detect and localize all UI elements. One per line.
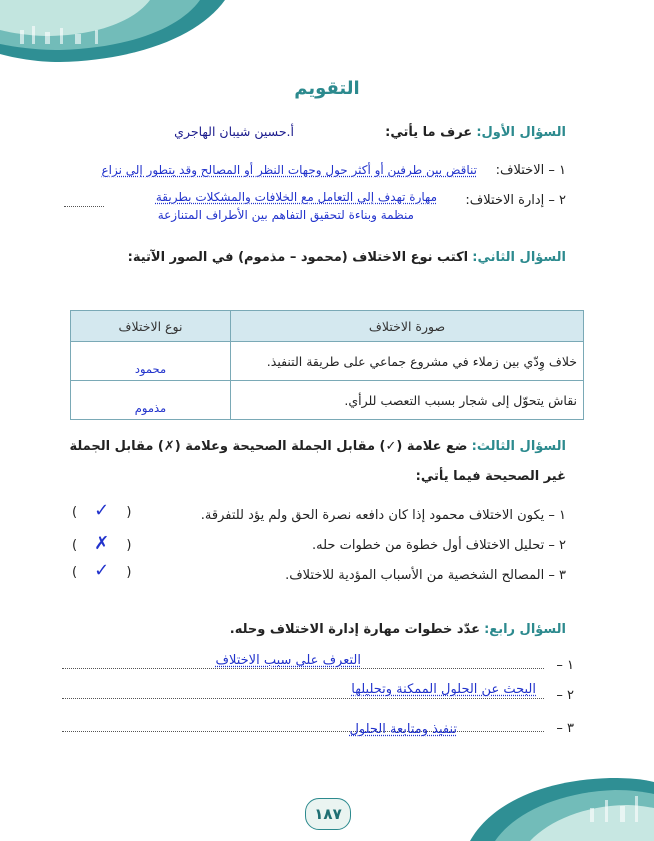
q2-label: السؤال الثاني: [472, 250, 566, 265]
q4-text: عدّد خطوات مهارة إدارة الاختلاف وحله. [229, 622, 480, 637]
row2-image: نقاش يتحوّل إلى شجار بسبب التعصب للرأي. [231, 381, 584, 420]
page-number: ١٨٧ [305, 798, 351, 830]
q3-text-line2: غير الصحيحة فيما يأتي: [415, 469, 566, 484]
row1-image: خلاف وِدّي بين زملاء في مشروع جماعي على طريقة التنفيذ. [231, 342, 584, 381]
table-header-row [71, 311, 584, 342]
row1-type: محمود [71, 342, 231, 381]
q4-item3-answer: تنفيذ ومتابعة الحلول [349, 722, 457, 737]
q1-item1-label: ١ – الاختلاف: [495, 163, 566, 178]
page-title: التقويم [294, 78, 360, 99]
q4-item1-line [62, 668, 544, 669]
q4-item3-line [62, 731, 544, 732]
q3-item1-answer: ( ✓ ) [72, 500, 132, 521]
top-left-ornament [0, 0, 225, 70]
q1-item2-answer-line1: مهارة تهدف إلى التعامل مع الخلافات والمشكلات بطريقة [155, 190, 437, 204]
q2-text: اكتب نوع الاختلاف (محمود – مذموم) في الصور الآتية: [127, 250, 469, 265]
q3-item1-text: ١ – يكون الاختلاف محمود إذا كان دافعه نصرة الحق ولم يؤد للتفرقة. [200, 508, 566, 523]
check-mark-icon: ✓ [94, 500, 110, 521]
q4-item1-num: ١ – [556, 658, 574, 673]
student-name: أ.حسين شيبان الهاجري [174, 124, 294, 139]
q4-heading [230, 622, 566, 637]
col-header-type: نوع الاختلاف [71, 311, 231, 342]
q1-item1-answer: تناقض بين طرفين أو أكثر حول وجهات النظر أو المصالح وقد يتطور إلى نزاع [101, 163, 477, 177]
q2-heading [128, 250, 566, 265]
q3-item3-text: ٣ – المصالح الشخصية من الأسباب المؤدية للاختلاف. [285, 568, 566, 583]
q1-label: السؤال الأول: [476, 125, 566, 140]
q4-item2-answer: البحث عن الحلول الممكنة وتحليلها [351, 682, 536, 697]
table-row [71, 381, 584, 420]
cross-mark-icon: ✗ [94, 533, 110, 554]
q3-item3-answer: ( ✓ ) [72, 560, 132, 581]
q1-text: عرف ما يأتي: [385, 125, 473, 140]
q4-item2-line [62, 698, 544, 699]
q1-item2-dotted-line [64, 206, 104, 207]
check-mark-icon: ✓ [94, 560, 110, 581]
table-row [71, 342, 584, 381]
q3-item2-text: ٢ – تحليل الاختلاف أول خطوة من خطوات حله. [312, 538, 566, 553]
bottom-right-ornament [470, 770, 654, 841]
q4-item3-num: ٣ – [556, 721, 574, 736]
q4-item2-num: ٢ – [556, 688, 574, 703]
q3-heading [69, 439, 566, 454]
q3-text-line1: ضع علامة (✓) مقابل الجملة الصحيحة وعلامة (✗) مقابل الجملة [69, 439, 468, 454]
q4-label: السؤال رابع: [484, 622, 566, 637]
q1-heading [385, 125, 566, 140]
q4-item1-answer: التعرف على سبب الاختلاف [215, 653, 361, 668]
q3-item2-answer: ( ✗ ) [72, 533, 132, 554]
col-header-image: صورة الاختلاف [231, 311, 584, 342]
q1-item2-label: ٢ – إدارة الاختلاف: [465, 193, 566, 208]
row2-type: مذموم [71, 381, 231, 420]
q1-item2-answer-line2: منظمة وبناءة لتحقيق التفاهم بين الأطراف المتنازعة [157, 208, 414, 222]
q3-label: السؤال الثالث: [471, 439, 566, 454]
difference-type-table [70, 310, 584, 420]
